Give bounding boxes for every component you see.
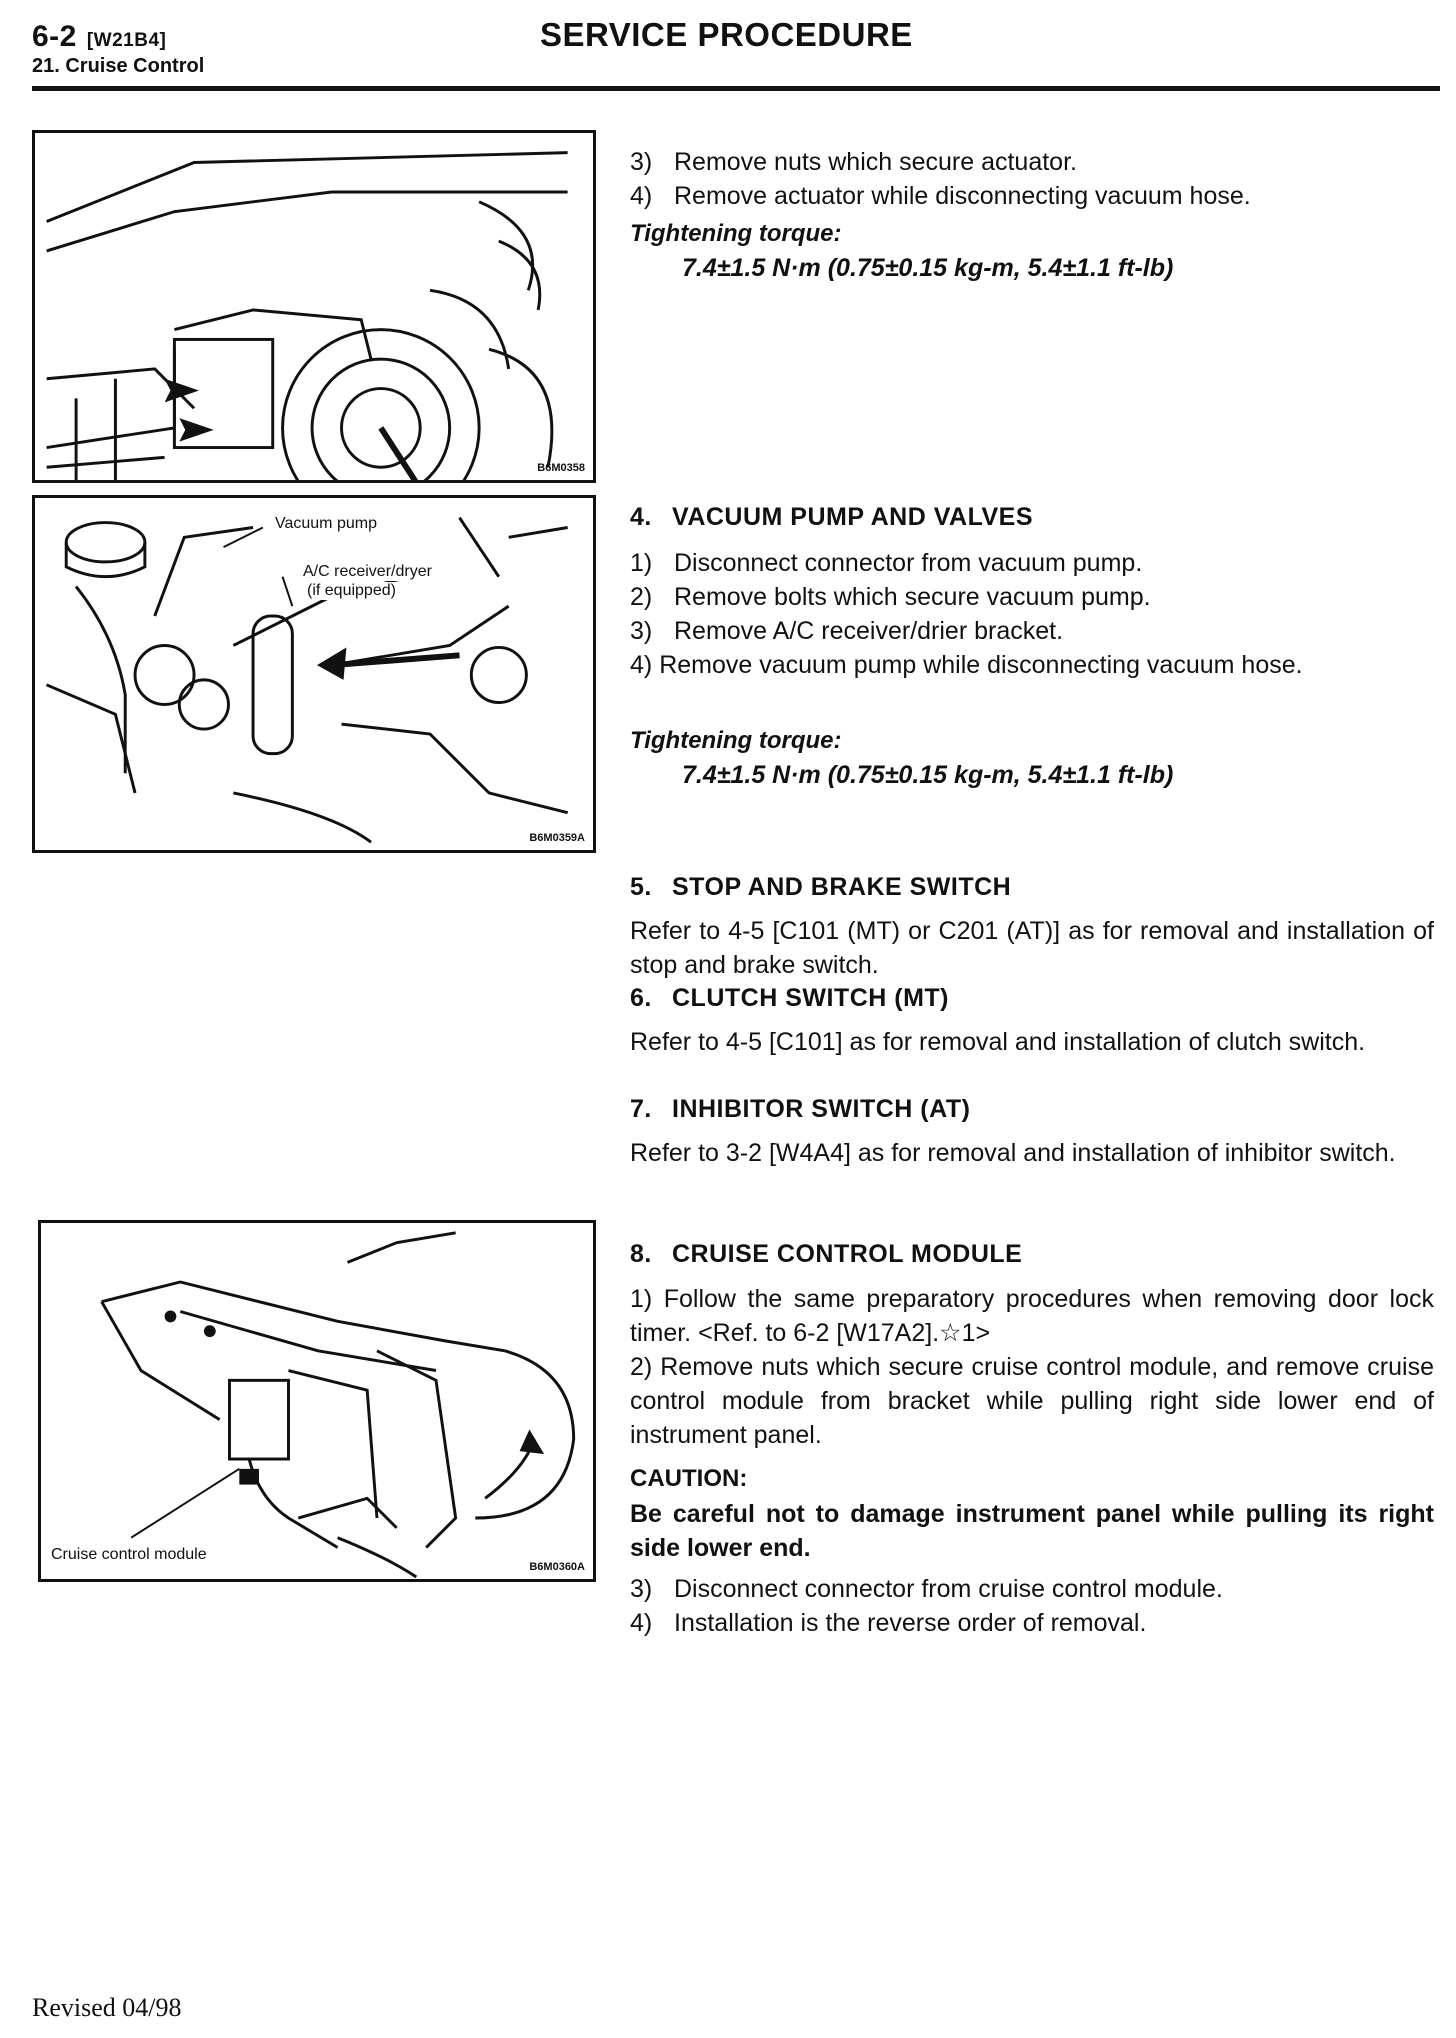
- section-heading-vacuum-pump: 4. VACUUM PUMP AND VALVES: [630, 503, 1034, 531]
- clutch-switch-text: Refer to 4-5 [C101] as for removal and installation of clutch switch.: [630, 1028, 1366, 1056]
- figure-id: B6M0358: [537, 462, 585, 474]
- cruise-module-step-2: 2) Remove nuts which secure cruise control module, and remove cruise control module from bracket while pulling right side lower end of instrument panel.: [630, 1353, 1434, 1449]
- figure-id: B6M0359A: [529, 832, 585, 844]
- caution-text: Be careful not to damage instrument panel while pulling its right side lower end.: [630, 1500, 1434, 1562]
- vacuum-step-4: 4) Remove vacuum pump while disconnecting vacuum hose.: [630, 651, 1303, 679]
- figure-vacuum-pump: [32, 495, 596, 853]
- label-cruise-control-module: Cruise control module: [51, 1546, 207, 1563]
- page-number: 6-2 [W21B4]: [32, 20, 167, 53]
- actuator-step-3: 3) Remove nuts which secure actuator.: [630, 148, 1077, 176]
- caution-label: CAUTION:: [630, 1465, 748, 1492]
- label-if-equipped: (if equipped): [307, 582, 396, 599]
- page-title: SERVICE PROCEDURE: [540, 16, 913, 53]
- inhibitor-switch-text: Refer to 3-2 [W4A4] as for removal and installation of inhibitor switch.: [630, 1139, 1396, 1167]
- stop-brake-switch-text: Refer to 4-5 [C101 (MT) or C201 (AT)] as for removal and installation of stop and brake switch.: [630, 917, 1434, 979]
- label-vacuum-pump: Vacuum pump: [275, 515, 377, 532]
- torque-label-2: Tightening torque:: [630, 727, 842, 754]
- vacuum-step-1: 1) Disconnect connector from vacuum pump.: [630, 549, 1143, 577]
- figure-actuator: [32, 130, 596, 483]
- section-heading-clutch-switch: 6. CLUTCH SWITCH (MT): [630, 984, 949, 1012]
- header-rule: [32, 86, 1440, 91]
- chapter-subtitle: 21. Cruise Control: [32, 55, 205, 77]
- cruise-module-step-3: 3) Disconnect connector from cruise control module.: [630, 1575, 1223, 1603]
- figure-cruise-control-module: [38, 1220, 596, 1582]
- label-ac-receiver-dryer: A/C receiver/dryer: [303, 563, 432, 580]
- torque-value-2: 7.4±1.5 N·m (0.75±0.15 kg-m, 5.4±1.1 ft-lb): [682, 761, 1174, 789]
- vacuum-step-3: 3) Remove A/C receiver/drier bracket.: [630, 617, 1064, 645]
- vacuum-step-2: 2) Remove bolts which secure vacuum pump.: [630, 583, 1151, 611]
- section-code: [W21B4]: [86, 30, 167, 51]
- cruise-module-illustration: [41, 1223, 593, 1579]
- vacuum-pump-illustration: [35, 498, 593, 850]
- torque-label: Tightening torque:: [630, 220, 842, 247]
- actuator-illustration: [35, 133, 593, 480]
- section-heading-inhibitor-switch: 7. INHIBITOR SWITCH (AT): [630, 1095, 971, 1123]
- cruise-module-step-1: 1) Follow the same preparatory procedures when removing door lock timer. <Ref. to 6-2 [W17A2].☆1>: [630, 1285, 1434, 1347]
- revision-footer: Revised 04/98: [32, 1993, 182, 2022]
- torque-value: 7.4±1.5 N·m (0.75±0.15 kg-m, 5.4±1.1 ft-lb): [682, 254, 1174, 282]
- cruise-module-step-4: 4) Installation is the reverse order of removal.: [630, 1609, 1147, 1637]
- actuator-step-4: 4) Remove actuator while disconnecting vacuum hose.: [630, 182, 1251, 210]
- section-heading-stop-brake-switch: 5. STOP AND BRAKE SWITCH: [630, 873, 1012, 901]
- figure-id: B6M0360A: [529, 1561, 585, 1573]
- section-heading-cruise-module: 8. CRUISE CONTROL MODULE: [630, 1240, 1023, 1268]
